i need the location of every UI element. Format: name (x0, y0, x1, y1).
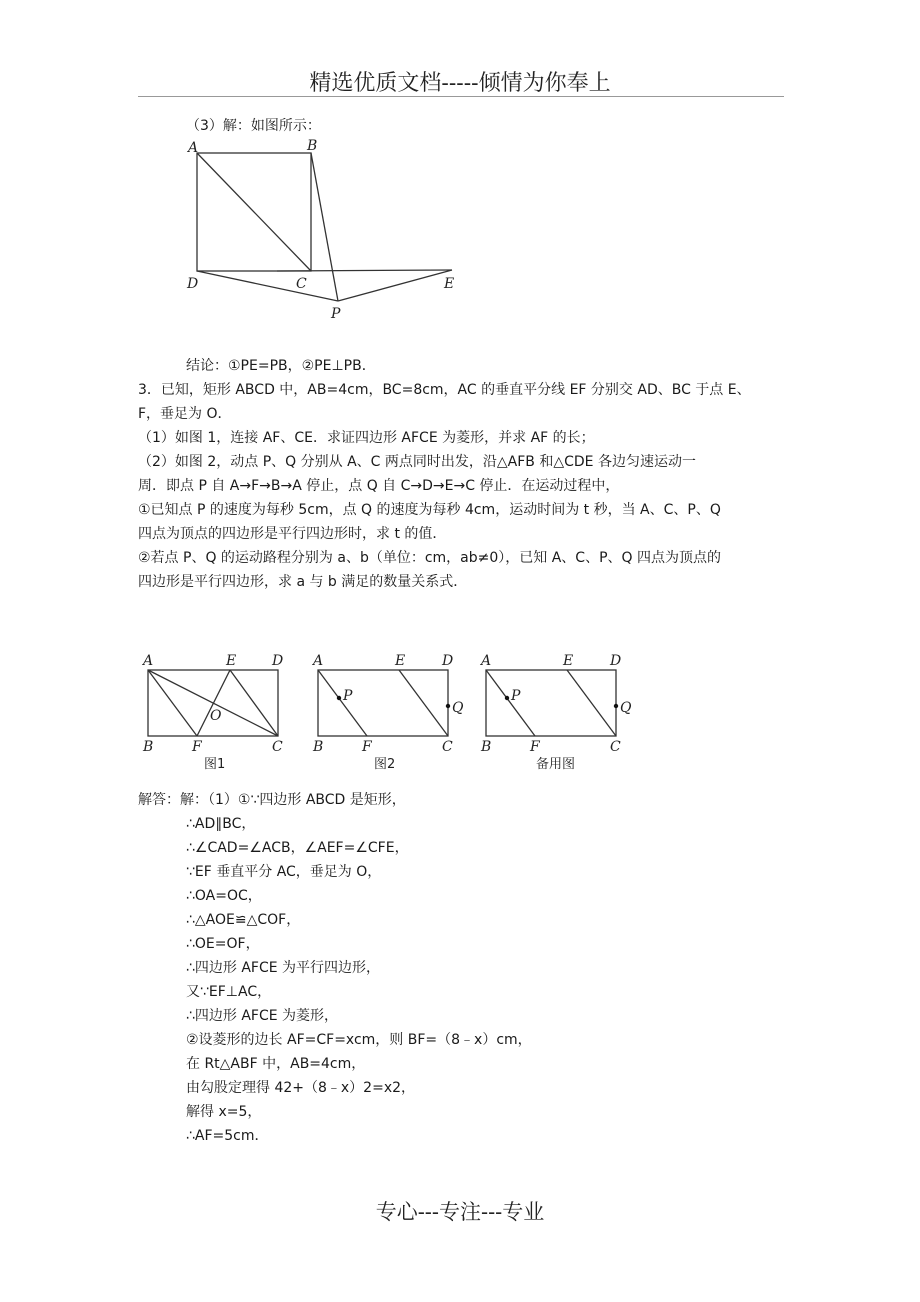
rect-abcd-spare (486, 670, 616, 736)
fig2-point-q (446, 704, 450, 708)
spare-label-p: P (511, 688, 521, 704)
part3-conclusion: 结论：①PE=PB，②PE⊥PB． (186, 358, 376, 374)
spare-point-q (614, 704, 618, 708)
fig2-label-p: P (343, 688, 353, 704)
label-p: P (331, 306, 341, 322)
spare-label-b: B (481, 739, 492, 755)
spare-label-c: C (610, 739, 621, 755)
spare-label-d: D (610, 653, 622, 669)
page-footer: 专心---专注---专业 (375, 1200, 545, 1224)
spare-point-p (505, 696, 509, 700)
fig1-label-f: F (192, 739, 202, 755)
fig1-label-o: O (210, 708, 222, 724)
solution-line-9: 又∵EF⊥AC， (186, 984, 272, 1000)
problem-line-2: F，垂足为 O． (138, 406, 232, 422)
label-b: B (307, 138, 318, 154)
fig1-label-c: C (272, 739, 283, 755)
part3-figure (180, 136, 480, 326)
figure-2 (308, 650, 473, 775)
fig2-caption: 图2 (374, 757, 396, 772)
spare-label-a: A (481, 653, 492, 669)
fig1-label-d: D (272, 653, 284, 669)
solution-line-5: ∴OA=OC， (186, 888, 262, 904)
fig1-label-a: A (143, 653, 154, 669)
fig2-label-e: E (395, 653, 406, 669)
solution-line-15: ∴AF=5cm． (186, 1128, 269, 1144)
solution-line-1: 解答：解：（1）①∵四边形 ABCD 是矩形， (138, 792, 406, 808)
problem-line-9: 四边形是平行四边形，求 a 与 b 满足的数量关系式． (138, 574, 468, 590)
segment-de (277, 270, 452, 271)
problem-line-8: ②若点 P、Q 的运动路程分别为 a、b（单位：cm，ab≠0），已知 A、C、P、Q 四点为顶点的 (138, 550, 721, 566)
segment-dp (197, 271, 338, 301)
label-a: A (188, 140, 199, 156)
segment-ec-spare (567, 670, 616, 736)
fig2-label-d: D (442, 653, 454, 669)
label-d: D (187, 276, 199, 292)
solution-line-8: ∴四边形 AFCE 为平行四边形， (186, 960, 381, 976)
page-header: 精选优质文档-----倾情为你奉上 (309, 71, 611, 96)
solution-line-14: 解得 x=5， (186, 1104, 262, 1120)
label-e: E (444, 276, 455, 292)
solution-line-12: 在 Rt△ABF 中，AB=4cm， (186, 1056, 366, 1072)
problem-line-4: （2）如图 2，动点 P、Q 分别从 A、C 两点同时出发，沿△AFB 和△CDE 各边匀速运动一 (138, 454, 696, 470)
spare-label-f: F (530, 739, 540, 755)
spare-label-q: Q (620, 700, 632, 716)
problem-line-1: 3．已知，矩形 ABCD 中，AB=4cm，BC=8cm，AC 的垂直平分线 EF 分别交 AD、BC 于点 E、 (138, 382, 751, 398)
fig2-label-f: F (362, 739, 372, 755)
solution-line-6: ∴△AOE≌△COF， (186, 912, 301, 928)
fig2-label-b: B (313, 739, 324, 755)
fig2-label-a: A (313, 653, 324, 669)
fig1-caption: 图1 (204, 757, 226, 772)
segment-af-fig1 (148, 670, 197, 736)
solution-line-10: ∴四边形 AFCE 为菱形， (186, 1008, 339, 1024)
header-divider (138, 96, 784, 97)
solution-line-11: ②设菱形的边长 AF=CF=xcm，则 BF=（8﹣x）cm， (186, 1032, 532, 1048)
solution-line-2: ∴AD∥BC， (186, 816, 256, 832)
problem-line-6: ①已知点 P 的速度为每秒 5cm，点 Q 的速度为每秒 4cm，运动时间为 t 秒，当 A、C、P、Q (138, 502, 721, 518)
segment-bp (311, 153, 338, 301)
part3-intro: （3）解：如图所示： (186, 118, 321, 134)
rect-abcd-fig2 (318, 670, 448, 736)
solution-line-3: ∴∠CAD=∠ACB，∠AEF=∠CFE， (186, 840, 409, 856)
fig1-label-e: E (226, 653, 237, 669)
figure-spare (478, 650, 643, 775)
problem-line-3: （1）如图 1，连接 AF、CE．求证四边形 AFCE 为菱形，并求 AF 的长； (138, 430, 595, 446)
fig2-label-c: C (442, 739, 453, 755)
solution-line-4: ∵EF 垂直平分 AC，垂足为 O， (186, 864, 382, 880)
problem-line-5: 周．即点 P 自 A→F→B→A 停止，点 Q 自 C→D→E→C 停止．在运动过程中， (138, 478, 620, 494)
segment-ac (197, 153, 311, 271)
spare-caption: 备用图 (536, 757, 576, 772)
figure-1 (140, 650, 300, 775)
solution-line-13: 由勾股定理得 42+（8﹣x）2=x2， (186, 1080, 416, 1096)
solution-line-7: ∴OE=OF， (186, 936, 260, 952)
fig1-label-b: B (143, 739, 154, 755)
segment-ec-fig2 (399, 670, 448, 736)
segment-ef-fig1 (197, 670, 230, 736)
fig2-point-p (337, 696, 341, 700)
fig2-label-q: Q (452, 700, 464, 716)
label-c: C (296, 276, 307, 292)
segment-pe (338, 270, 455, 301)
spare-label-e: E (563, 653, 574, 669)
problem-line-7: 四点为顶点的四边形是平行四边形时，求 t 的值． (138, 526, 447, 542)
segment-ec-fig1 (230, 670, 278, 736)
